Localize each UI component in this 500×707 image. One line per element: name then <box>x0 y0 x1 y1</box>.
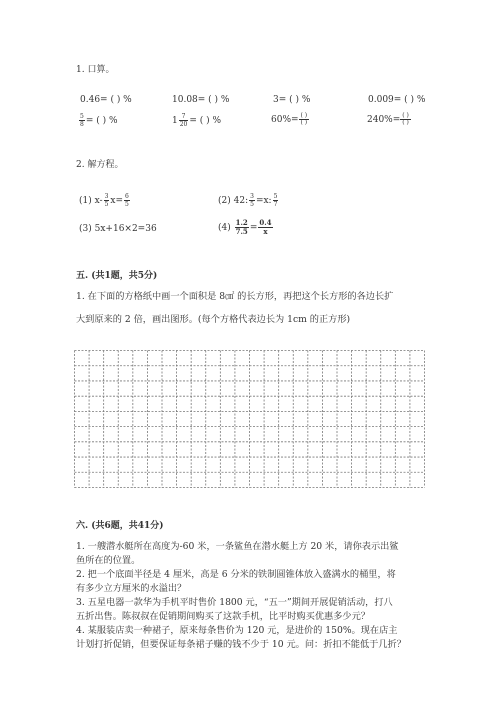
calc-item: $\frac{5}{8}$ = ( ) % <box>80 113 118 128</box>
fraction: $\frac{1.2}{7.5}$ <box>235 218 248 236</box>
question-text: 3. 五星电器一款华为手机平时售价 1800 元，“五一”期间开展促销活动，打八 <box>76 597 393 608</box>
fraction: $\frac{0.4}{x}$ <box>259 218 272 236</box>
calc-item: 3= ( ) % <box>273 95 311 105</box>
calc-item: 10.08= ( ) % <box>172 95 230 105</box>
section5-heading: 五. (共1题，共5分) <box>76 271 158 281</box>
question-text: 4. 某服装店卖一种裙子，原来每条售价为 120 元，是进价的 150%。现在店主 <box>76 625 398 636</box>
question-text: 大到原来的 2 倍，画出图形。(每个方格代表边长为 1cm 的正方形) <box>76 314 351 325</box>
fraction: $\frac{5}{7}$ <box>273 193 278 208</box>
question-text: 五折出售。陈叔叔在促销期间购买了这款手机，比平时购买优惠多少元？ <box>76 611 370 622</box>
fraction: $\frac{6}{5}$ <box>125 193 129 208</box>
fraction: $\frac{3}{5}$ <box>250 193 254 208</box>
fraction: $\frac{5}{8}$ <box>80 113 84 128</box>
equation-1: (1) x- $\frac{3}{5}$ x= $\frac{6}{5}$ <box>79 193 129 208</box>
calc-item: 0.009= ( ) % <box>368 95 426 105</box>
fraction: $\frac{3}{5}$ <box>104 193 109 208</box>
section2-title: 2. 解方程。 <box>76 160 124 170</box>
section1-title: 1. 口算。 <box>76 65 115 75</box>
equation-3: (3) 5x+16×2=36 <box>79 224 157 234</box>
grid-paper <box>74 350 425 488</box>
question-text: 2. 把一个底面半径是 4 厘米，高是 6 分米的铁制圆锥体放入盛满水的桶里，将 <box>76 569 396 580</box>
blank-fraction: $\frac{( )}{( )}$ <box>300 112 308 126</box>
fraction: $\frac{7}{20}$ <box>179 113 188 128</box>
calc-item: 0.46= ( ) % <box>80 95 132 105</box>
question-text: 1. 在下面的方格纸中画一个面积是 8㎠ 的长方形，再把这个长方形的各边长扩 <box>76 291 394 302</box>
equation-2: (2) 42: $\frac{3}{5}$ =x: $\frac{5}{7}$ <box>218 193 278 208</box>
question-text: 计划打折促销，但要保证每条裙子赚的钱不少于 10 元。问：折扣不能低于几折？ <box>76 639 406 650</box>
calc-item: 60%= $\frac{( )}{( )}$ <box>271 112 308 126</box>
calc-item: 240%= $\frac{( )}{( )}$ <box>367 112 409 126</box>
equation-4: (4) $\frac{1.2}{7.5}$ = $\frac{0.4}{x}$ <box>218 218 272 236</box>
blank-fraction: $\frac{( )}{( )}$ <box>402 112 409 126</box>
question-text: 1. 一艘潜水艇所在高度为-60 米，一条鲨鱼在潜水艇上方 20 米，请你表示出鲨 <box>76 541 399 552</box>
question-text: 有多少立方厘米的水溢出？ <box>76 583 187 594</box>
section6-heading: 六. (共6题，共41分) <box>76 521 164 531</box>
calc-item: 1 $\frac{7}{20}$ = ( ) % <box>172 113 222 128</box>
question-text: 鱼所在的位置。 <box>76 555 141 566</box>
